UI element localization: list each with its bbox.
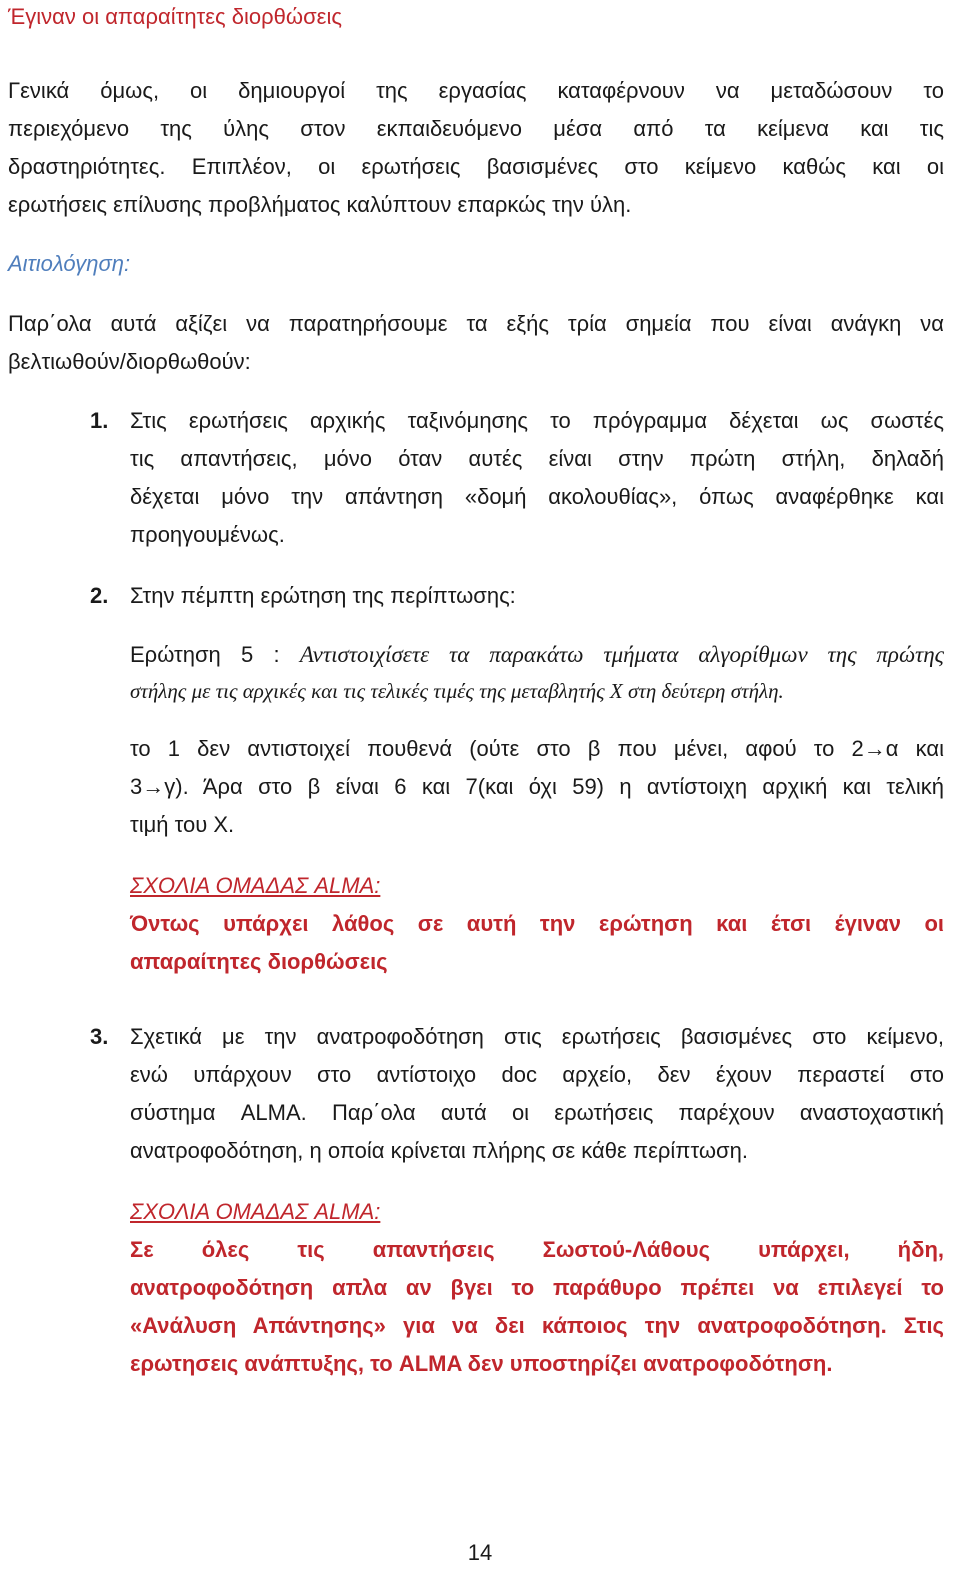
paragraph-line: βελτιωθούν/διορθωθούν: — [8, 349, 251, 374]
list-item-line: ενώ υπάρχουν στο αντίστοιχο doc αρχείο, δεν έχουν περαστεί στο — [130, 1062, 944, 1087]
arrow-right-icon: → — [863, 736, 886, 761]
list-item-line: Στις ερωτήσεις αρχικής ταξινόμησης το πρόγραμμα δέχεται ως σωστές — [130, 408, 944, 433]
note-line — [130, 768, 944, 806]
section-heading: Έγιναν οι απαραίτητες διορθώσεις — [8, 4, 342, 29]
list-item-line: σύστημα ALMA. Παρ΄ολα αυτά οι ερωτήσεις παρέχουν αναστοχαστική — [130, 1100, 944, 1125]
list-number: 1. — [90, 408, 109, 433]
paragraph-line: Παρ΄ολα αυτά αξίζει να παρατηρήσουμε τα εξής τρία σημεία που είναι ανάγκη να — [8, 311, 944, 336]
note-text: 3 — [130, 774, 143, 799]
question-text: Αντιστοιχίσετε τα παρακάτω τμήματα αλγορίθμων της πρώτης — [299, 642, 944, 667]
justification-label: Αιτιολόγηση: — [8, 251, 131, 276]
question-prefix: Ερώτηση 5 : — [130, 642, 300, 667]
paragraph-line: δραστηριότητες. Επιπλέον, οι ερωτήσεις βασισμένες στο κείμενο καθώς και οι — [8, 154, 944, 179]
list-item-line: Σχετικά με την ανατροφοδότηση στις ερωτήσεις βασισμένες στο κείμενο, — [130, 1024, 944, 1049]
question-line: στήλης με τις αρχικές και τις τελικές τιμές της μεταβλητής Χ στη δεύτερη στήλη. — [130, 679, 784, 703]
list-item-line: τις απαντήσεις, μόνο όταν αυτές είναι στην πρώτη στήλη, δηλαδή — [130, 446, 944, 471]
note-text: α και — [885, 736, 944, 761]
comment-line: Σε όλες τις απαντήσεις Σωστού-Λάθους υπάρχει, ήδη, — [130, 1237, 944, 1262]
comment-line: ανατροφοδότηση απλα αν βγει το παράθυρο πρέπει να επιλεγεί το — [130, 1275, 944, 1300]
note-line — [130, 730, 944, 768]
list-item-intro: Στην πέμπτη ερώτηση της περίπτωσης: — [130, 583, 516, 608]
note-text: το 1 δεν αντιστοιχεί πουθενά (ούτε στο β που μένει, αφού το 2 — [130, 736, 864, 761]
comment-line: ερωτησεις ανάπτυξης, το ALMA δεν υποστηρίζει ανατροφοδότηση. — [130, 1351, 833, 1376]
comment-line: Όντως υπάρχει λάθος σε αυτή την ερώτηση και έτσι έγιναν οι — [130, 911, 944, 936]
paragraph-line: περιεχόμενο της ύλης στον εκπαιδευόμενο μέσα από τα κείμενα και τις — [8, 116, 944, 141]
list-number: 3. — [90, 1024, 109, 1049]
comment-label: ΣΧΟΛΙΑ ΟΜΑΔΑΣ ALMA: — [130, 873, 381, 898]
list-item-line: προηγουμένως. — [130, 522, 285, 547]
arrow-right-icon: → — [142, 774, 165, 799]
comment-line: απαραίτητες διορθώσεις — [130, 949, 388, 974]
list-item-line: δέχεται μόνο την απάντηση «δομή ακολουθίας», όπως αναφέρθηκε και — [130, 484, 944, 509]
paragraph-line: ερωτήσεις επίλυσης προβλήματος καλύπτουν επαρκώς την ύλη. — [8, 192, 632, 217]
list-item-line: ανατροφοδότηση, η οποία κρίνεται πλήρης σε κάθε περίπτωση. — [130, 1138, 748, 1163]
list-number: 2. — [90, 583, 109, 608]
paragraph-line: Γενικά όμως, οι δημιουργοί της εργασίας καταφέρνουν να μεταδώσουν το — [8, 78, 944, 103]
note-text: γ). Άρα στο β είναι 6 και 7(και όχι 59) η αντίστοιχη αρχική και τελική — [164, 774, 944, 799]
note-line: τιμή του Χ. — [130, 812, 235, 837]
question-line — [130, 636, 944, 674]
comment-line: «Ανάλυση Απάντησης» για να δει κάποιος την ανατροφοδότηση. Στις — [130, 1313, 944, 1338]
comment-label: ΣΧΟΛΙΑ ΟΜΑΔΑΣ ALMA: — [130, 1199, 381, 1224]
page-number: 14 — [467, 1540, 493, 1565]
